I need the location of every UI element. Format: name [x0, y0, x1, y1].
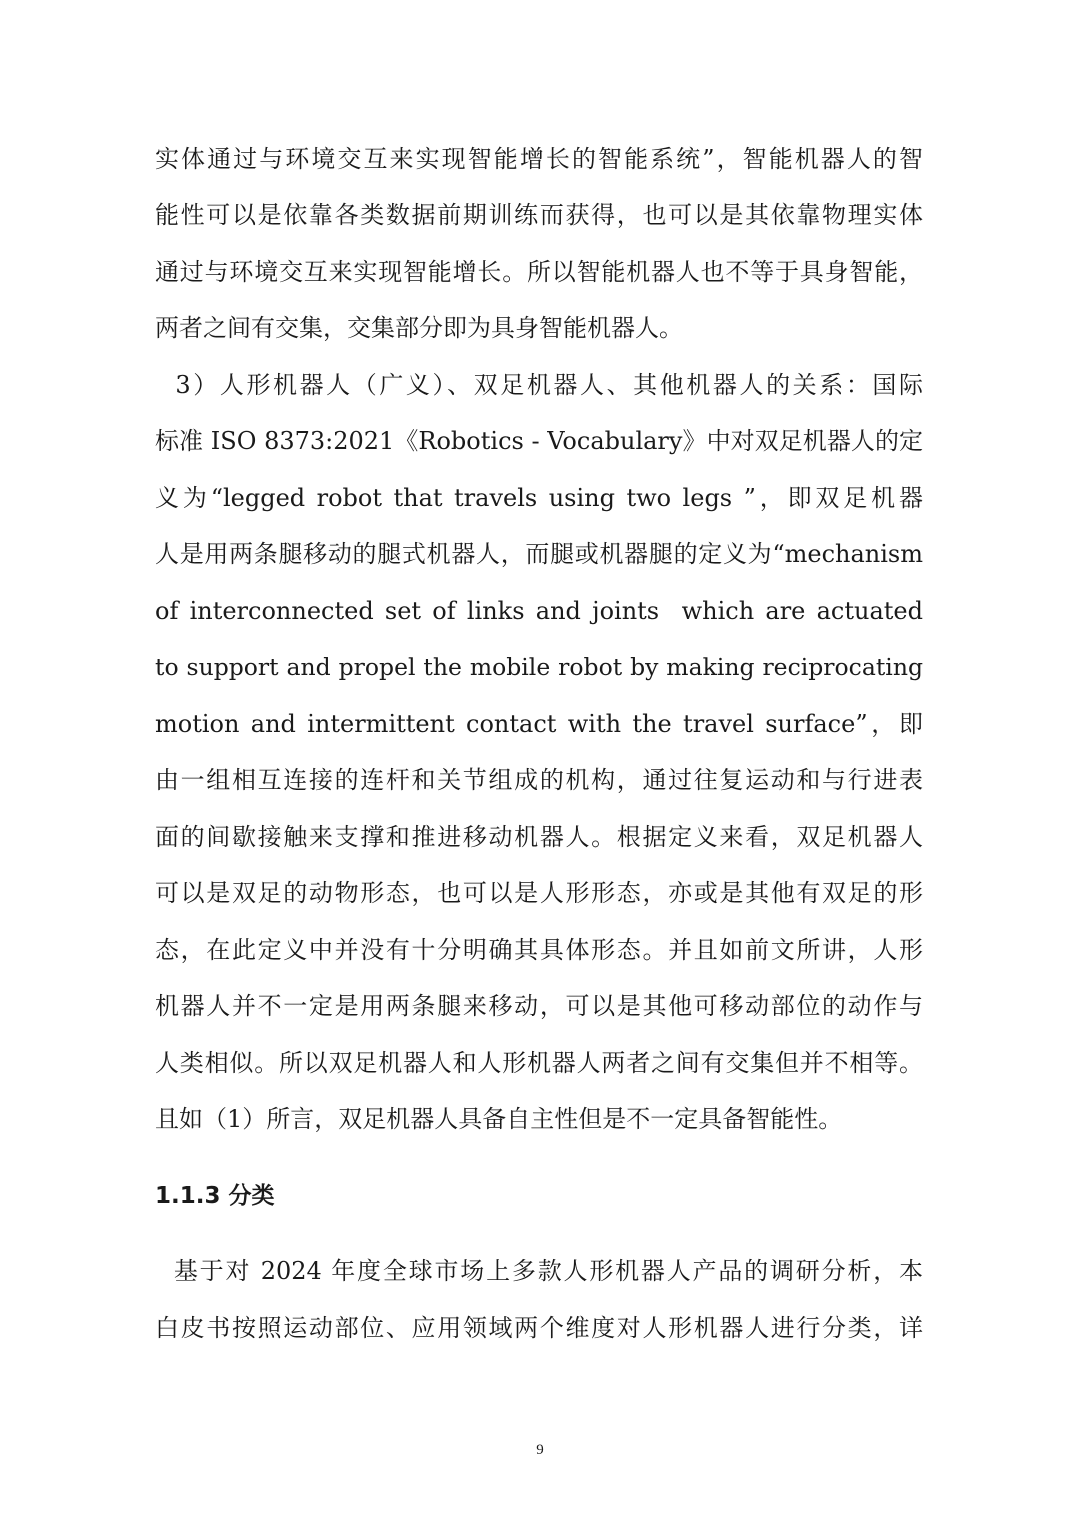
page-number: 9: [536, 1442, 544, 1458]
paragraph-2-line-8: 由一组相互连接的连杆和关节组成的机构，通过往复运动和与行进表: [155, 766, 923, 794]
paragraph-2-line-4: 人是用两条腿移动的腿式机器人，而腿或机器腿的定义为“mechanism: [155, 540, 923, 568]
paragraph-2-line-2: 标准 ISO 8373:2021《Robotics - Vocabulary》中对双足机器人的定: [155, 427, 923, 455]
section-heading: 1.1.3 分类: [155, 1183, 275, 1209]
closing-paragraph-line-2: 白皮书按照运动部位、应用领域两个维度对人形机器人进行分类，详: [155, 1314, 923, 1342]
paragraph-2-line-6: to support and propel the mobile robot by making reciprocating: [155, 653, 923, 681]
paragraph-2-line-13: 人类相似。所以双足机器人和人形机器人两者之间有交集但并不相等。: [155, 1049, 923, 1077]
paragraph-2-line-9: 面的间歇接触来支撑和推进移动机器人。根据定义来看，双足机器人: [155, 823, 923, 851]
paragraph-2-line-3: 义为“legged robot that travels using two legs ”，即双足机器: [155, 484, 923, 512]
paragraph-2-line-11: 态，在此定义中并没有十分明确其具体形态。并且如前文所讲，人形: [155, 936, 923, 964]
paragraph-2-line-10: 可以是双足的动物形态，也可以是人形形态，亦或是其他有双足的形: [155, 879, 923, 907]
paragraph-2-line-7: motion and intermittent contact with the travel surface”，即: [155, 710, 923, 738]
paragraph-1-line-2: 能性可以是依靠各类数据前期训练而获得，也可以是其依靠物理实体: [155, 201, 923, 229]
paragraph-2-line-12: 机器人并不一定是用两条腿来移动，可以是其他可移动部位的动作与: [155, 992, 923, 1020]
paragraph-1-line-4: 两者之间有交集，交集部分即为具身智能机器人。: [155, 314, 683, 342]
paragraph-1-line-3: 通过与环境交互来实现智能增长。所以智能机器人也不等于具身智能，: [155, 258, 923, 286]
paragraph-2-line-1: 3）人形机器人（广义）、双足机器人、其他机器人的关系：国际: [155, 371, 923, 399]
closing-paragraph-line-1: 基于对 2024 年度全球市场上多款人形机器人产品的调研分析，本: [155, 1257, 923, 1285]
paragraph-1-line-1: 实体通过与环境交互来实现智能增长的智能系统”，智能机器人的智: [155, 145, 923, 173]
paragraph-2-line-14: 且如（1）所言，双足机器人具备自主性但是不一定具备智能性。: [155, 1105, 843, 1133]
paragraph-2-line-5: of interconnected set of links and joints which are actuated: [155, 597, 923, 625]
